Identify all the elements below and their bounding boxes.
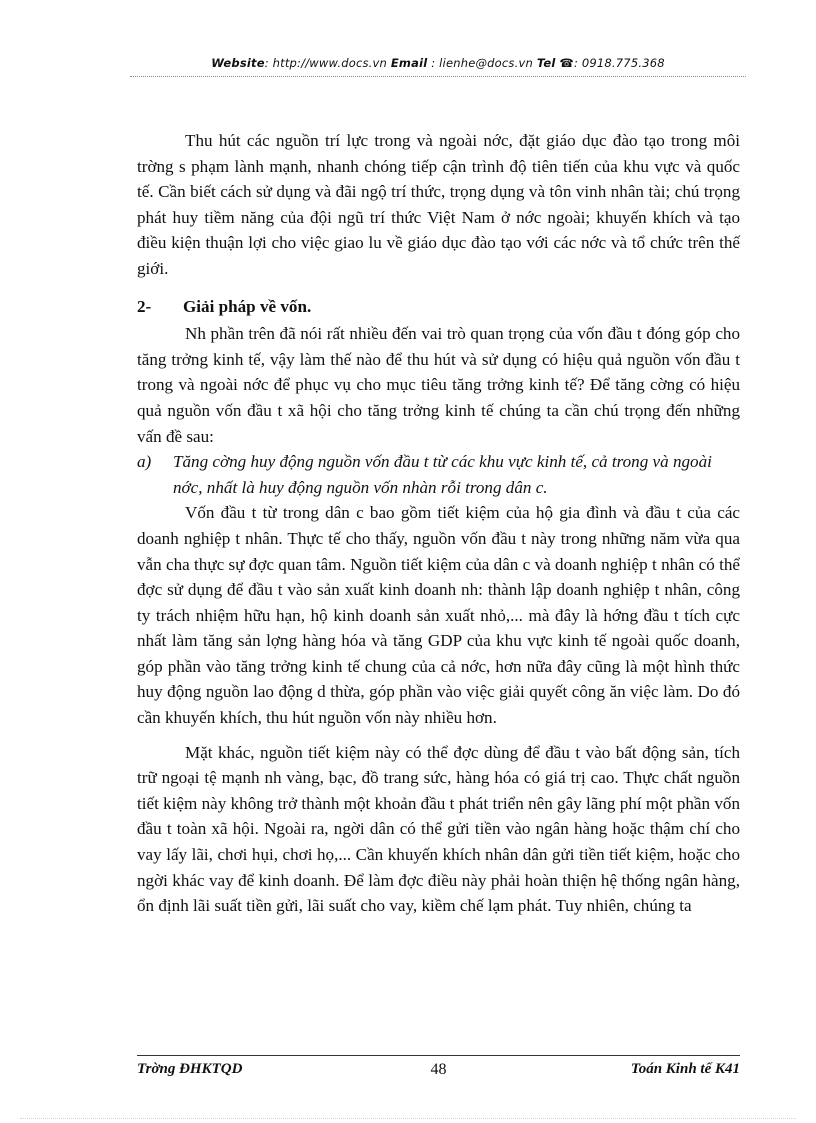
paragraph-1: Thu hút các nguồn trí lực trong và ngoài nớc, đặt giáo dục đào tạo trong môi trờng s phạm lành mạnh, nhanh chóng tiếp cận trình độ tiên tiến của khu vực và quốc tế. Cần biết cách sử dụng và đãi ngộ trí thức, trọng dụng và tôn vinh nhân tài; chú trọng phát huy tiềm năng của đội ngũ trí thức Việt Nam ở nớc ngoài; khuyến khích và tạo điều kiện thuận lợi cho việc giao lu về giáo dục đào tạo với các nớc và tổ chức trên thế giới. [137, 131, 740, 278]
page-number: 48 [430, 1061, 447, 1078]
section-number: 2- [137, 296, 152, 316]
subsection-heading [137, 449, 740, 500]
email-label: Email [390, 56, 428, 70]
page-edge-divider [20, 1118, 796, 1119]
section-heading [137, 294, 740, 320]
paragraph-3: Vốn đầu t từ trong dân c bao gồm tiết kiệm của hộ gia đình và đầu t của các doanh nghiệp t nhân. Thực tế cho thấy, nguồn vốn đầu t này trong những năm vừa qua vẫn cha thực sự đợc quan tâm. Nguồn tiết kiệm của dân c và doanh nghiệp t nhân có thể đợc sử dụng để đầu t vào sản xuất kinh doanh nh: thành lập doanh nghiệp t nhân, công ty trách nhiệm hữu hạn, hộ kinh doanh sản xuất nhỏ,... mà đây là hớng đầu t tích cực nhất làm tăng sản lợng hàng hóa và tăng GDP của khu vực kinh tế ngoài quốc doanh, góp phần vào tăng trởng kinh tế chung của cả nớc, hơn nữa đây cũng là một hình thức huy động nguồn lao động d thừa, góp phần vào việc giải quyết công ăn việc làm. Do đó cần khuyến khích, thu hút nguồn vốn này nhiều hơn. [137, 503, 740, 728]
section-title: Giải pháp về vốn. [183, 296, 312, 316]
phone-icon: ☎ [559, 56, 574, 70]
footer-school: Trờng ĐHKTQD [137, 1061, 243, 1077]
subsection-title: Tăng cờng huy động nguồn vốn đầu t từ các khu vực kinh tế, cả trong và ngoài nớc, nhất là huy động nguồn vốn nhàn rỗi trong dân c. [173, 452, 712, 497]
website-label: Website [211, 56, 265, 70]
subsection-label: a) [137, 452, 152, 472]
footer-divider [137, 1055, 740, 1056]
website-value: : http://www.docs.vn [264, 56, 388, 70]
page-body [137, 128, 740, 919]
page-footer [137, 1061, 740, 1083]
paragraph-2: Nh phần trên đã nói rất nhiều đến vai trò quan trọng của vốn đầu t đóng góp cho tăng trởng kinh tế, vậy làm thế nào để thu hút và sử dụng có hiệu quả nguồn vốn đầu t trong và ngoài nớc để phục vụ cho mục tiêu tăng trởng kinh tế? Để tăng cờng có hiệu quả nguồn vốn đầu t xã hội cho tăng trởng kinh tế chúng ta cần chú trọng đến những vấn đề sau: [137, 324, 740, 446]
footer-class: Toán Kinh tế K41 [630, 1061, 740, 1077]
header-divider [130, 76, 746, 77]
tel-label: Tel [536, 56, 556, 70]
email-value: : lienhe@docs.vn [431, 56, 533, 70]
tel-value: : 0918.775.368 [573, 56, 665, 70]
paragraph-4: Mặt khác, nguồn tiết kiệm này có thể đợc dùng để đầu t vào bất động sản, tích trữ ngoại tệ mạnh nh vàng, bạc, đồ trang sức, hàng hóa có giá trị cao. Thực chất nguồn tiết kiệm này không trở thành một khoản đầu t phát triển nên gây lãng phí một phần vốn đầu t toàn xã hội. Ngoài ra, ngời dân có thể gửi tiền vào ngân hàng hoặc thậm chí cho vay lấy lãi, chơi hụi, chơi họ,... Cần khuyến khích nhân dân gửi tiền tiết kiệm, hoặc cho ngời khác vay để kinh doanh. Để làm đợc điều này phải hoàn thiện hệ thống ngân hàng, ổn định lãi suất tiền gửi, lãi suất cho vay, kiềm chế lạm phát. Tuy nhiên, chúng ta [137, 742, 740, 916]
page-header [130, 56, 746, 70]
